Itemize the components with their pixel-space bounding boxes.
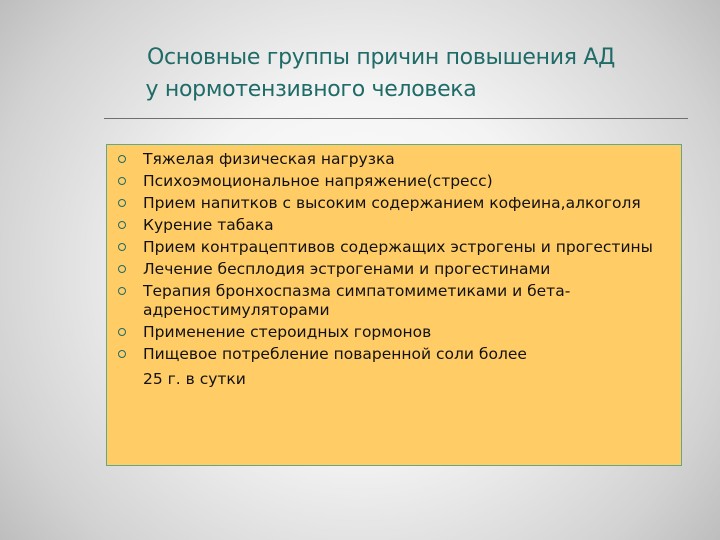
cause-list xyxy=(107,145,681,364)
hollow-circle-bullet-icon xyxy=(118,177,126,185)
list-item-text: Применение стероидных гормонов xyxy=(143,323,432,341)
slide-title-line-2: у нормотензивного человека xyxy=(145,77,477,102)
hollow-circle-bullet-icon xyxy=(118,199,126,207)
list-item xyxy=(107,282,675,320)
list-item-text: Психоэмоциональное напряжение(стресс) xyxy=(143,172,493,190)
list-item-continuation: 25 г. в сутки xyxy=(143,370,246,388)
list-item-text: Лечение бесплодия эстрогенами и прогестинами xyxy=(143,260,551,278)
hollow-circle-bullet-icon xyxy=(118,287,126,295)
hollow-circle-bullet-icon xyxy=(118,155,126,163)
list-item xyxy=(107,345,675,364)
list-item-text: Пищевое потребление поваренной соли более xyxy=(143,345,527,363)
hollow-circle-bullet-icon xyxy=(118,328,126,336)
list-item xyxy=(107,216,675,235)
list-item xyxy=(107,238,675,257)
list-item-text: Терапия бронхоспазма симпатомиметиками и бета-адреностимуляторами xyxy=(143,282,571,319)
list-item xyxy=(107,172,675,191)
hollow-circle-bullet-icon xyxy=(118,350,126,358)
title-divider xyxy=(104,118,688,119)
list-item xyxy=(107,150,675,169)
list-item xyxy=(107,323,675,342)
hollow-circle-bullet-icon xyxy=(118,243,126,251)
list-item xyxy=(107,260,675,279)
list-item-text: Тяжелая физическая нагрузка xyxy=(143,150,395,168)
list-item-text: Курение табака xyxy=(143,216,274,234)
slide-title xyxy=(0,42,720,106)
hollow-circle-bullet-icon xyxy=(118,221,126,229)
slide-title-line-1: Основные группы причин повышения АД xyxy=(147,45,615,70)
hollow-circle-bullet-icon xyxy=(118,265,126,273)
list-item-text: Прием контрацептивов содержащих эстрогены и прогестины xyxy=(143,238,653,256)
list-item xyxy=(107,194,675,213)
list-item-text: Прием напитков с высоким содержанием кофеина,алкоголя xyxy=(143,194,641,212)
content-box xyxy=(106,144,682,466)
